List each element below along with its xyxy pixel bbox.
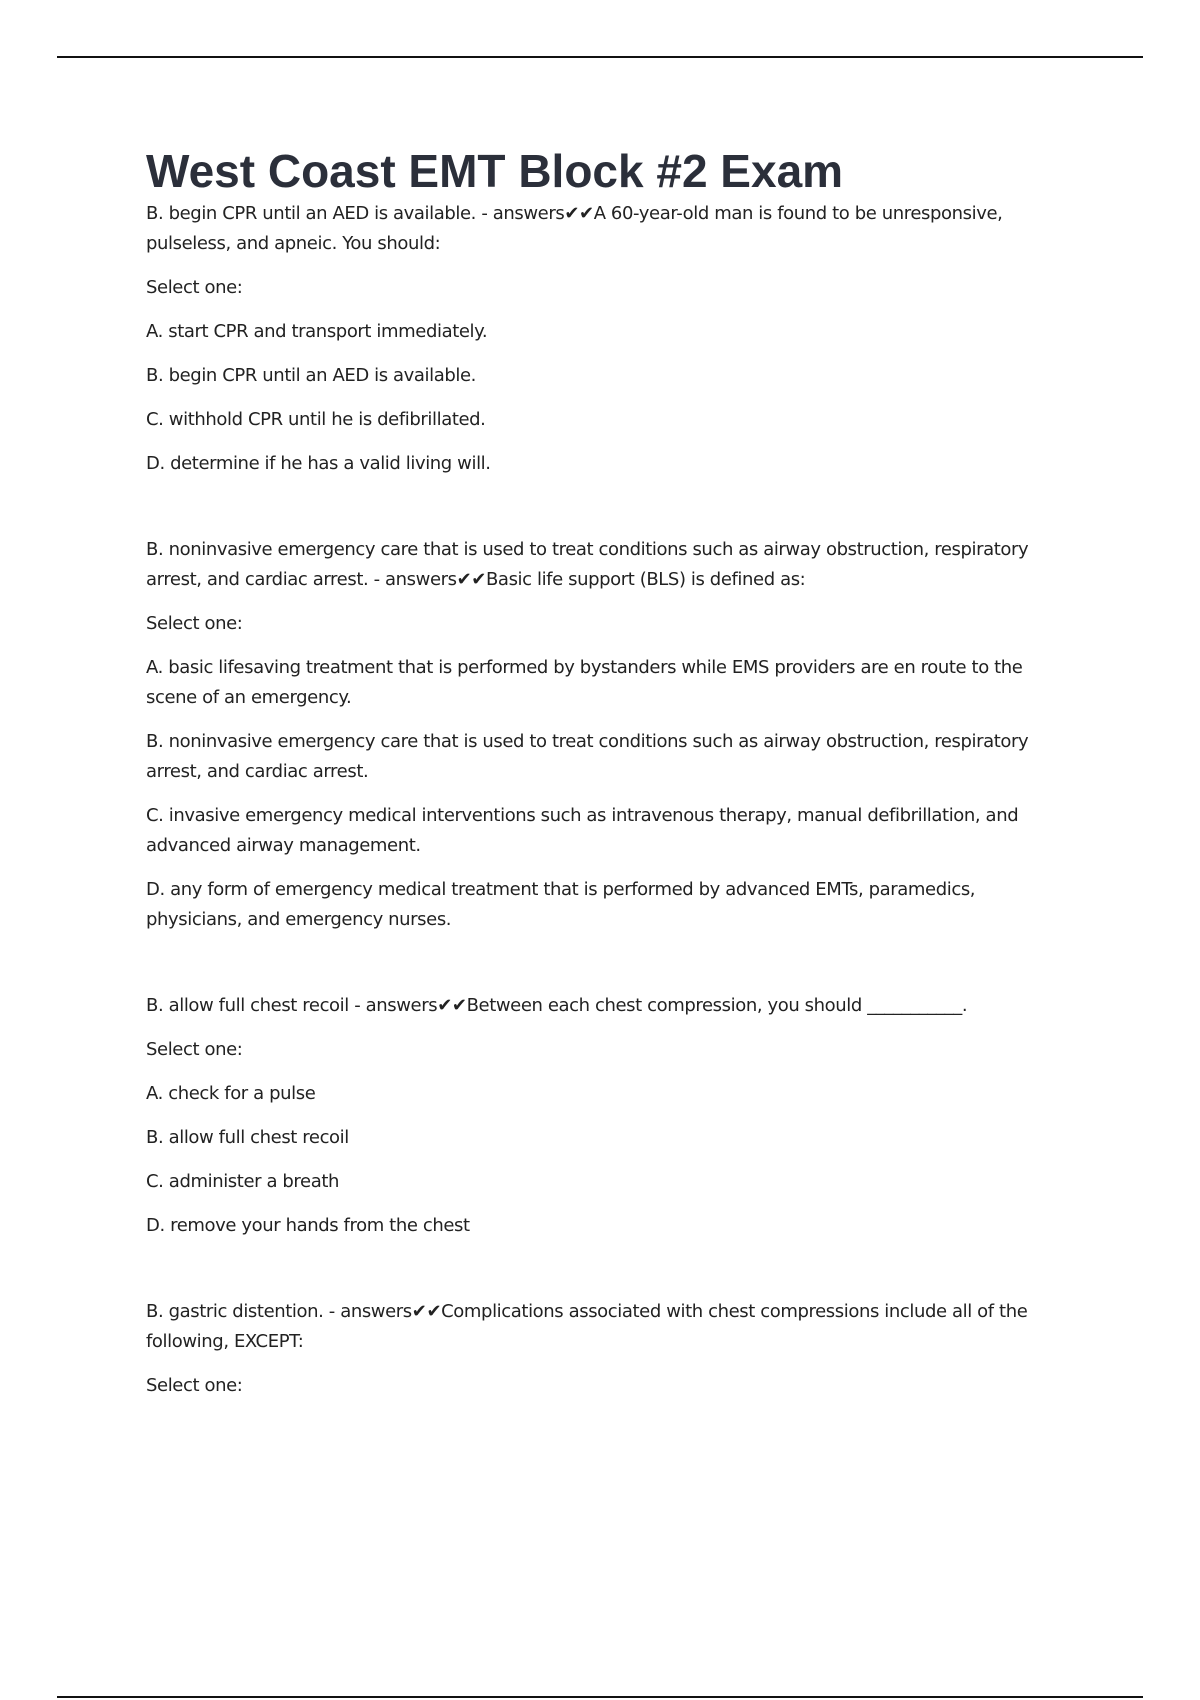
option-c: C. invasive emergency medical interventions such as intravenous therapy, manual defibrillation, and advanced airway management. — [146, 805, 1019, 856]
question-block-3 — [146, 991, 1076, 1241]
select-one-prompt: Select one: — [146, 1375, 243, 1396]
option-c: C. withhold CPR until he is defibrillated. — [146, 409, 486, 430]
question-answer-header: B. noninvasive emergency care that is used to treat conditions such as airway obstruction, respiratory arrest, and cardiac arrest. - answers✔✔Basic life support (BLS) is defined as: — [146, 539, 1029, 590]
option-a: A. check for a pulse — [146, 1083, 316, 1104]
document-title: West Coast EMT Block #2 Exam — [146, 145, 844, 197]
option-b: B. noninvasive emergency care that is used to treat conditions such as airway obstruction, respiratory arrest, and cardiac arrest. — [146, 731, 1029, 782]
option-d: D. any form of emergency medical treatment that is performed by advanced EMTs, paramedics, physicians, and emergency nurses. — [146, 879, 976, 930]
question-answer-header: B. gastric distention. - answers✔✔Complications associated with chest compressions include all of the following, EXCEPT: — [146, 1301, 1028, 1352]
bottom-rule — [57, 1696, 1143, 1698]
question-block-4 — [146, 1297, 1076, 1401]
document-body — [146, 143, 1076, 1457]
select-one-prompt: Select one: — [146, 277, 243, 298]
question-block-2 — [146, 535, 1076, 935]
option-a: A. start CPR and transport immediately. — [146, 321, 488, 342]
question-block-1 — [146, 199, 1076, 479]
option-b: B. allow full chest recoil — [146, 1127, 349, 1148]
option-a: A. basic lifesaving treatment that is performed by bystanders while EMS providers are en route to the scene of an emergency. — [146, 657, 1023, 708]
select-one-prompt: Select one: — [146, 613, 243, 634]
select-one-prompt: Select one: — [146, 1039, 243, 1060]
question-answer-header: B. allow full chest recoil - answers✔✔Between each chest compression, you should ___________. — [146, 995, 968, 1016]
top-rule — [57, 56, 1143, 58]
option-c: C. administer a breath — [146, 1171, 339, 1192]
option-b: B. begin CPR until an AED is available. — [146, 365, 476, 386]
option-d: D. determine if he has a valid living will. — [146, 453, 491, 474]
question-answer-header: B. begin CPR until an AED is available. - answers✔✔A 60-year-old man is found to be unresponsive, pulseless, and apneic. You should: — [146, 203, 1003, 254]
option-d: D. remove your hands from the chest — [146, 1215, 470, 1236]
